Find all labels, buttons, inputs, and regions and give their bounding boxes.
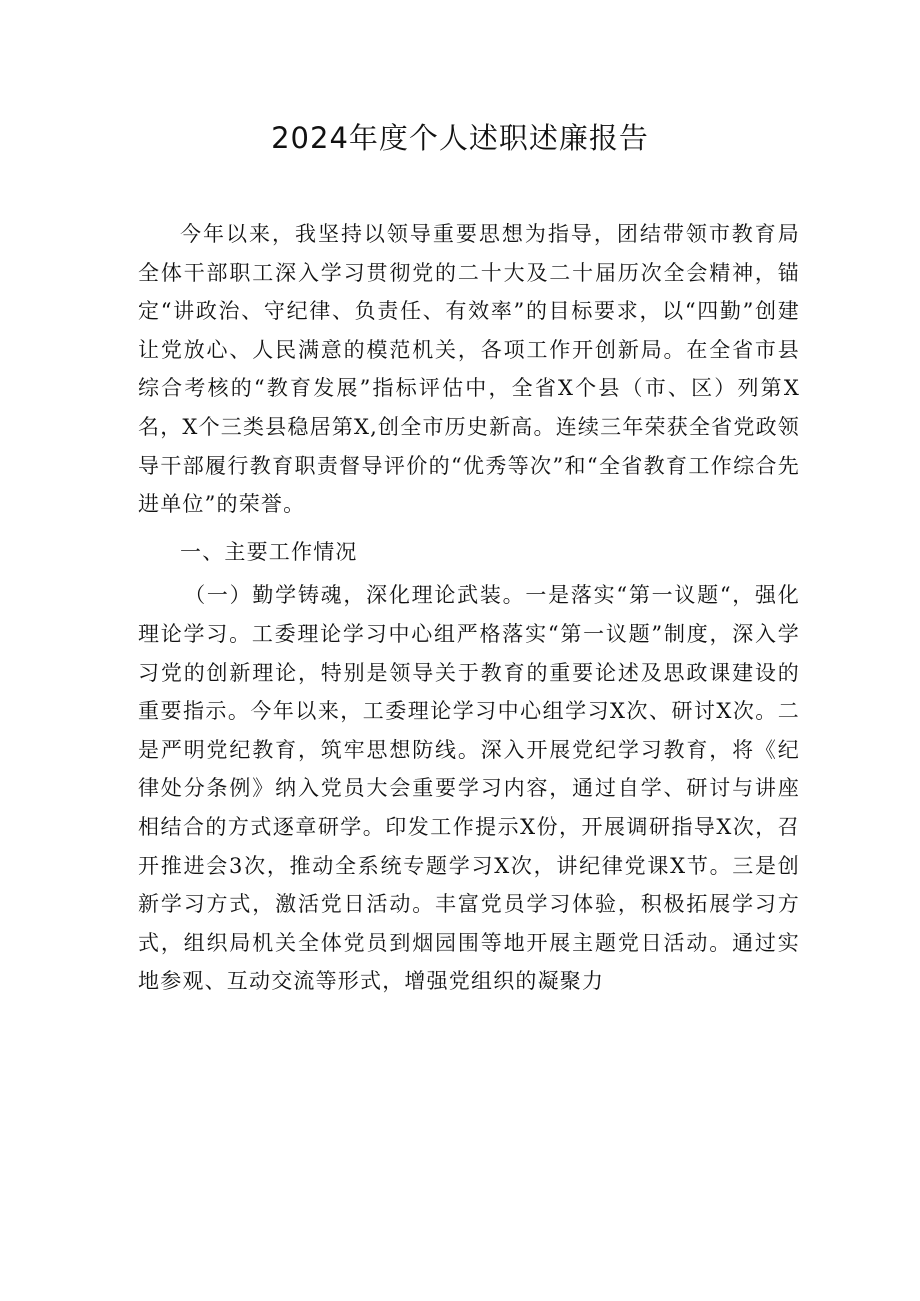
subsection-paragraph: （一）勤学铸魂，深化理论武装。一是落实“第一议题“，强化理论学习。工委理论学习中心组严格落实“第一议题”制度，深入学习党的创新理论，特别是领导关于教育的重要论述及思政课建设的重要指示。今年以来，工委理论学习中心组学习X次、研讨X次。二是严明党纪教育，筑牢思想防线。深入开展党纪学习教育，将《纪律处分条例》纳入党员大会重要学习内容，通过自学、研讨与讲座相结合的方式逐章研学。印发工作提示X份，开展调研指导X次，召开推进会3次，推动全系统专题学习X次，讲纪律党课X节。三是创新学习方式，激活党日活动。丰富党员学习体验，积极拓展学习方式，组织局机关全体党员到烟园围等地开展主题党日活动。通过实地参观、互动交流等形式，增强党组织的凝聚力 — [138, 583, 800, 994]
document-body — [138, 215, 800, 1001]
document-title: 2024年度个人述职述廉报告 — [271, 121, 649, 155]
section-heading: 一、主要工作情况 — [180, 539, 358, 564]
intro-paragraph: 今年以来，我坚持以领导重要思想为指导，团结带领市教育局全体干部职工深入学习贯彻党的二十大及二十届历次全会精神，锚定“讲政治、守纪律、负责任、有效率”的目标要求，以“四勤”创建让党放心、人民满意的模范机关，各项工作开创新局。在全省市县综合考核的“教育发展”指标评估中，全省X个县（市、区）列第X名，X个三类县稳居第X,创全市历史新高。连续三年荣获全省党政领导干部履行教育职责督导评价的“优秀等次”和“全省教育工作综合先进单位”的荣誉。 — [138, 222, 800, 517]
